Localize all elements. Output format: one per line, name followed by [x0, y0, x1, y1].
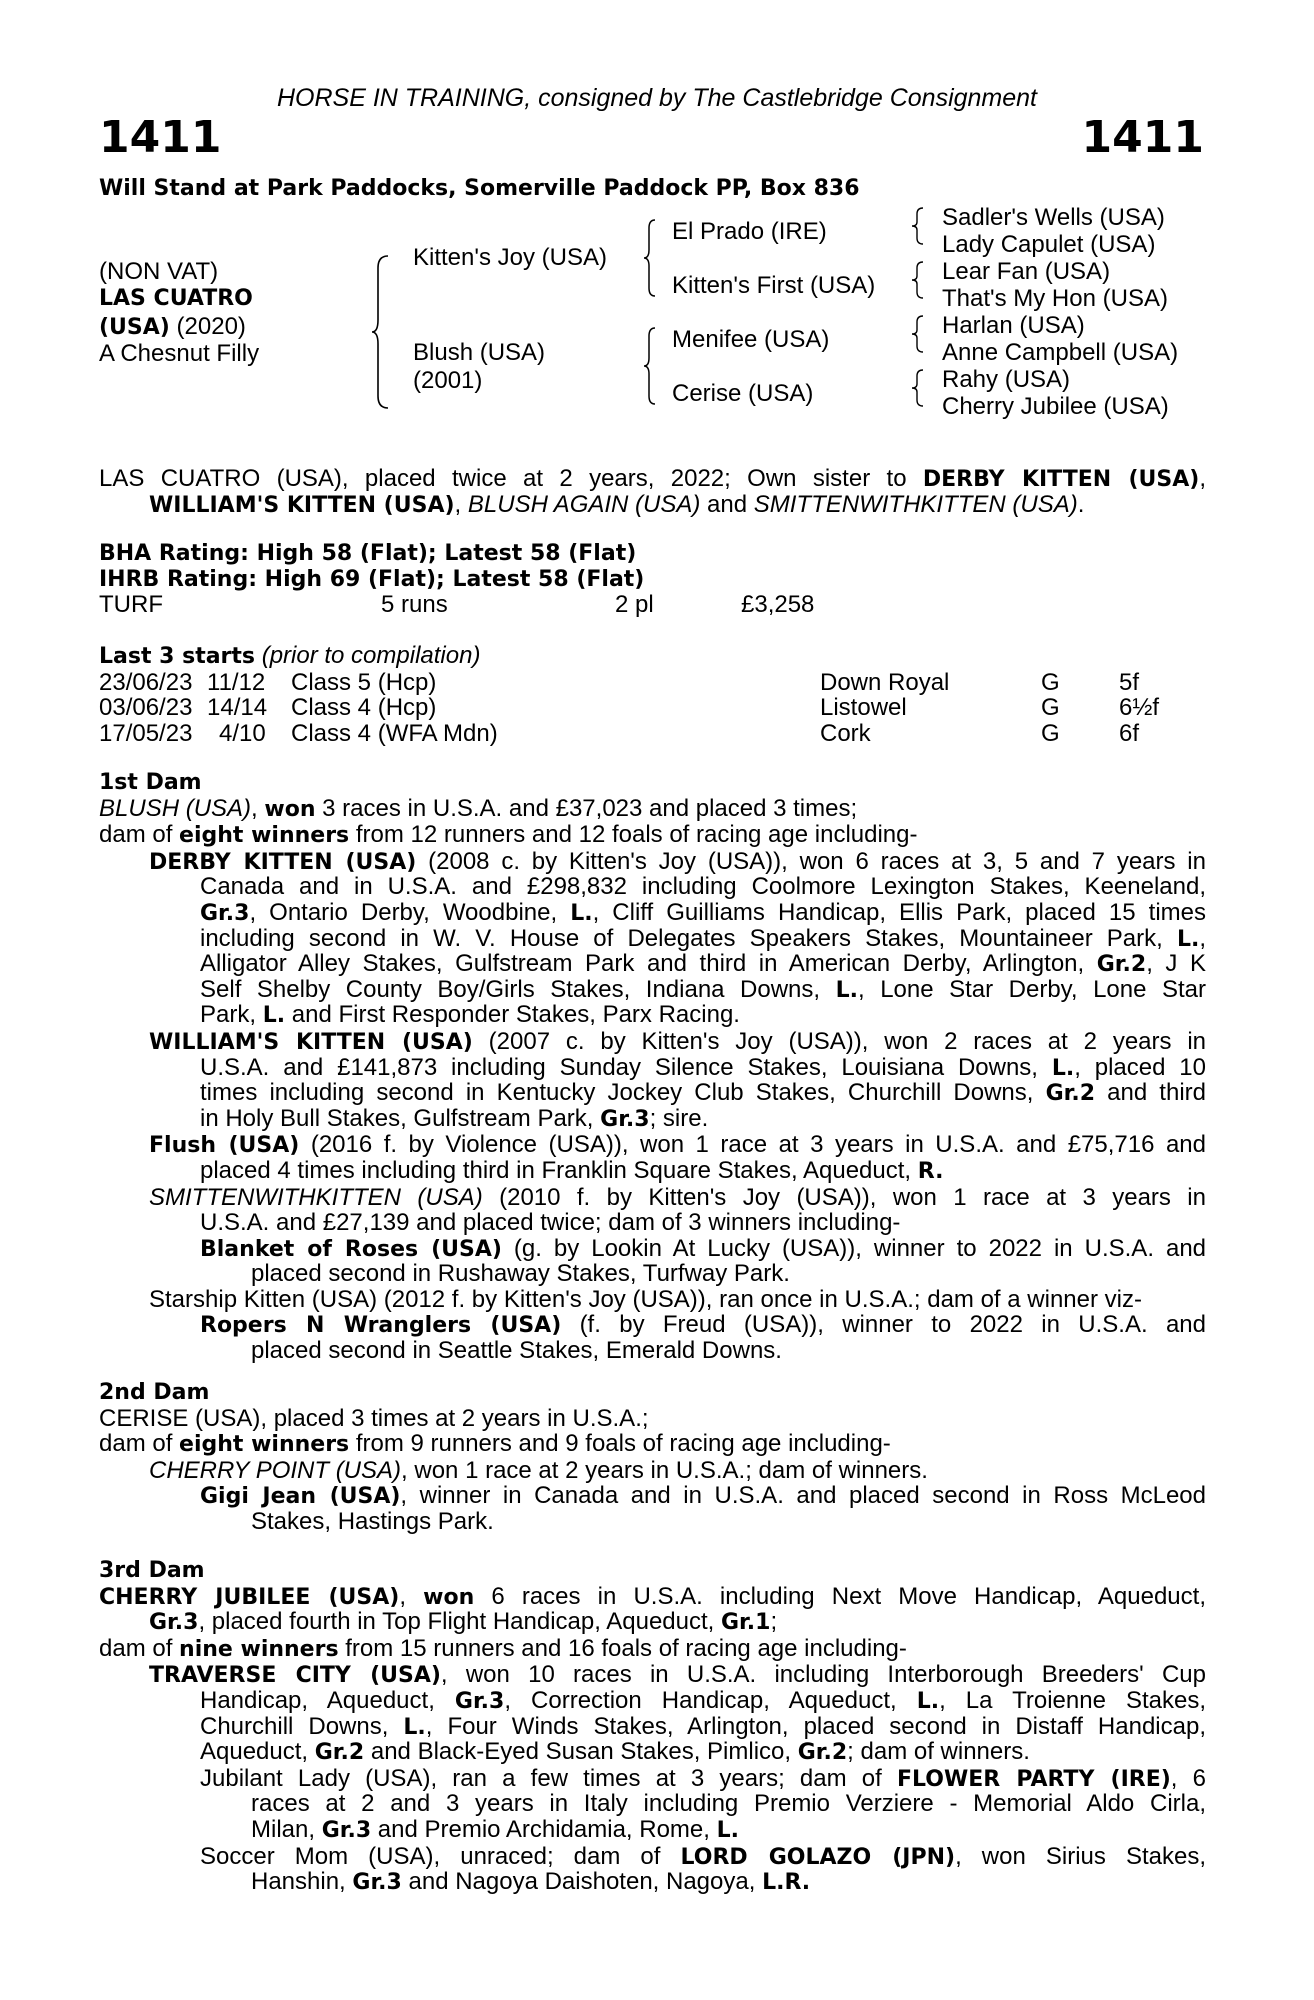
horse-country-year: (USA) (2020)	[99, 313, 246, 340]
start-row: 17/05/23 4/10 Class 4 (WFA Mdn) Cork G 6f	[99, 719, 1140, 747]
turf-record: TURF 5 runs 2 pl £3,258	[99, 591, 815, 619]
third-dam-title: 3rd Dam	[99, 1558, 205, 1583]
summary-block: LAS CUATRO (USA), placed twice at 2 years, 2022; Own sister to DERBY KITTEN (USA), WILLIAM'S KITTEN (USA), BLUSH AGAIN (USA) and SMITTENWITHKITTEN (USA).	[99, 466, 1206, 518]
catalogue-subtitle: HORSE IN TRAINING, consigned by The Castlebridge Consignment	[276, 84, 1038, 112]
lot-number-right: 1411	[1081, 112, 1204, 163]
second-dam-block: 2nd Dam CERISE (USA), placed 3 times at 2 years in U.S.A.; dam of eight winners from 9 runners and 9 foals of racing age including- CHERRY POINT (USA), won 1 race at 2 years in U.S.A.; dam of winners. Gigi Jean (USA), winner in Canada and in U.S.A. and placed second in Ross McLeod Stakes, Hastings Park.	[99, 1380, 1206, 1535]
sire-name: Kitten's Joy (USA)	[413, 244, 607, 271]
pedigree-brace-main	[370, 254, 392, 410]
first-dam-title: 1st Dam	[99, 770, 202, 795]
dam-dam: Cerise (USA)	[672, 380, 814, 407]
stabling-location: Will Stand at Park Paddocks, Somerville Paddock PP, Box 836	[99, 176, 860, 201]
dam-year: (2001)	[413, 367, 483, 394]
ratings-block	[99, 541, 815, 619]
damsire-dam: Anne Campbell (USA)	[942, 339, 1179, 366]
pedigree-brace-sire	[642, 218, 658, 298]
ihrb-rating: IHRB Rating: High 69 (Flat); Latest 58 (Flat)	[99, 566, 645, 592]
horse-description: A Chesnut Filly	[99, 340, 260, 367]
damsire-sire: Harlan (USA)	[942, 312, 1085, 339]
pedigree-brace-g3	[910, 314, 926, 354]
sire-dam: Kitten's First (USA)	[672, 272, 876, 299]
pedigree-brace-g4	[910, 368, 926, 408]
bha-rating: BHA Rating: High 58 (Flat); Latest 58 (Flat)	[99, 541, 637, 566]
grandsire-dam: Lady Capulet (USA)	[942, 231, 1156, 258]
pedigree-brace-dam	[642, 326, 658, 406]
damdam-sire: Rahy (USA)	[942, 366, 1071, 393]
horse-name: LAS CUATRO	[99, 286, 253, 311]
damdam-dam: Cherry Jubilee (USA)	[942, 393, 1169, 420]
sire-sire: El Prado (IRE)	[672, 218, 827, 245]
third-dam-block: 3rd Dam CHERRY JUBILEE (USA), won 6 races in U.S.A. including Next Move Handicap, Aqueduct, Gr.3, placed fourth in Top Flight Handicap, Aqueduct, Gr.1; dam of nine winners from 15 runners and 16 foals of racing age including- TRAVERSE CITY (USA), won 10 races in U.S.A. including Interborough Breeders' Cup Handicap, Aqueduct, Gr.3, Correction Handicap, Aqueduct, L., La Troienne Stakes, Churchill Downs, L., Four Winds Stakes, Arlington, placed second in Distaff Handicap, Aqueduct, Gr.2 and Black-Eyed Susan Stakes, Pimlico, Gr.2; dam of winners. Jubilant Lady (USA), ran a few times at 3 years; dam of FLOWER PARTY (IRE), 6 races at 2 and 3 years in Italy including Premio Verziere - Memorial Aldo Cirla, Milan, Gr.3 and Premio Archidamia, Rome, L. Soccer Mom (USA), unraced; dam of LORD GOLAZO (JPN), won Sirius Stakes, Hanshin, Gr.3 and Nagoya Daishoten, Nagoya, L.R.	[99, 1558, 1206, 1896]
first-dam-block: 1st Dam BLUSH (USA), won 3 races in U.S.A. and £37,023 and placed 3 times; dam of eight winners from 12 runners and 12 foals of racing age including- DERBY KITTEN (USA) (2008 c. by Kitten's Joy (USA)), won 6 races at 3, 5 and 7 years in Canada and in U.S.A. and £298,832 including Coolmore Lexington Stakes, Keeneland, Gr.3, Ontario Derby, Woodbine, L., Cliff Guilliams Handicap, Ellis Park, placed 15 times including second in W. V. House of Delegates Speakers Stakes, Mountaineer Park, L., Alligator Alley Stakes, Gulfstream Park and third in American Derby, Arlington, Gr.2, J K Self Shelby County Boy/Girls Stakes, Indiana Downs, L., Lone Star Derby, Lone Star Park, L. and First Responder Stakes, Parx Racing. WILLIAM'S KITTEN (USA) (2007 c. by Kitten's Joy (USA)), won 2 races at 2 years in U.S.A. and £141,873 including Sunday Silence Stakes, Louisiana Downs, L., placed 10 times including second in Kentucky Jockey Club Stakes, Churchill Downs, Gr.2 and third in Holy Bull Stakes, Gulfstream Park, Gr.3; sire. Flush (USA) (2016 f. by Violence (USA)), won 1 race at 3 years in U.S.A. and £75,716 and placed 4 times including third in Franklin Square Stakes, Aqueduct, R. SMITTENWITHKITTEN (USA) (2010 f. by Kitten's Joy (USA)), won 1 race at 3 years in U.S.A. and £27,139 and placed twice; dam of 3 winners including- Blanket of Roses (USA) (g. by Lookin At Lucky (USA)), winner to 2022 in U.S.A. and placed second in Rushaway Stakes, Turfway Park. Starship Kitten (USA) (2012 f. by Kitten's Joy (USA)), ran once in U.S.A.; dam of a winner viz- Ropers N Wranglers (USA) (f. by Freud (USA)), winner to 2022 in U.S.A. and placed second in Seattle Stakes, Emerald Downs.	[99, 770, 1206, 1365]
dam-sire: Menifee (USA)	[672, 326, 830, 353]
lot-number-left: 1411	[99, 112, 222, 163]
dam-name: Blush (USA)	[413, 339, 546, 366]
start-row: 03/06/23 14/14 Class 4 (Hcp) Listowel G 6½f	[99, 694, 1160, 722]
granddam-sire: Lear Fan (USA)	[942, 258, 1111, 285]
grandsire-sire: Sadler's Wells (USA)	[942, 204, 1165, 231]
vat-status: (NON VAT)	[99, 258, 219, 285]
second-dam-title: 2nd Dam	[99, 1380, 210, 1405]
start-row: 23/06/23 11/12 Class 5 (Hcp) Down Royal G 5f	[99, 668, 1140, 696]
pedigree-brace-g2	[910, 260, 926, 300]
pedigree-brace-g1	[910, 206, 926, 246]
granddam-dam: That's My Hon (USA)	[942, 285, 1168, 312]
last-starts-block: Last 3 starts (prior to compilation) 23/06/23 11/12 Class 5 (Hcp) Down Royal G 5f 03/06/23 14/14 Class 4 (Hcp) Listowel G 6½f 17/05/23 4/10 Class 4 (WFA Mdn) Cork G 6f	[99, 642, 1160, 747]
